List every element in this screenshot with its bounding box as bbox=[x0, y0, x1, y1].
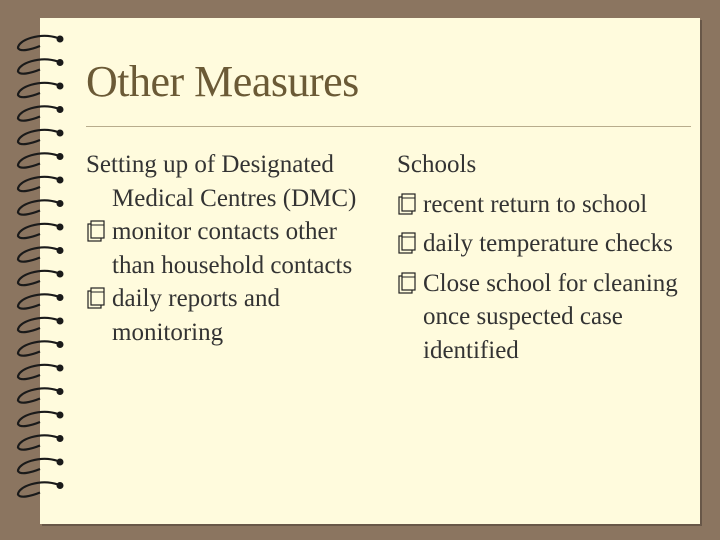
binding-ring bbox=[18, 83, 58, 97]
binding-ring bbox=[18, 153, 58, 167]
note-pad-bullet-icon bbox=[397, 190, 417, 216]
binding-hole bbox=[57, 153, 64, 160]
list-item-text: Close school for cleaning once suspected case identified bbox=[423, 269, 678, 364]
slide-title: Other Measures bbox=[86, 57, 359, 106]
binding-hole bbox=[57, 412, 64, 419]
binding-ring bbox=[18, 271, 58, 285]
binding-ring bbox=[18, 318, 58, 332]
binding-hole bbox=[57, 318, 64, 325]
binding-hole bbox=[57, 224, 64, 231]
binding-ring bbox=[18, 294, 58, 308]
binding-hole bbox=[57, 482, 64, 489]
binding-ring bbox=[18, 412, 58, 426]
binding-hole bbox=[57, 36, 64, 43]
binding-hole bbox=[57, 388, 64, 395]
binding-ring bbox=[18, 177, 58, 191]
spiral-binding bbox=[0, 0, 80, 540]
list-item-text: recent return to school bbox=[423, 190, 648, 218]
binding-hole bbox=[57, 130, 64, 137]
left-heading: Setting up of Designated Medical Centres (DMC) bbox=[86, 151, 357, 212]
right-heading: Schools bbox=[397, 151, 477, 178]
binding-hole bbox=[57, 271, 64, 278]
note-pad-bullet-icon bbox=[397, 269, 417, 295]
list-item bbox=[397, 267, 697, 368]
binding-ring bbox=[18, 435, 58, 449]
binding-ring bbox=[18, 106, 58, 120]
list-item bbox=[397, 227, 697, 261]
binding-ring bbox=[18, 247, 58, 261]
binding-hole bbox=[57, 59, 64, 66]
binding-hole bbox=[57, 341, 64, 348]
list-item bbox=[86, 282, 386, 349]
binding-ring bbox=[18, 341, 58, 355]
note-pad-bullet-icon bbox=[86, 284, 106, 310]
right-column bbox=[397, 148, 697, 367]
binding-ring bbox=[18, 130, 58, 144]
note-pad-bullet-icon bbox=[86, 217, 106, 243]
binding-hole bbox=[57, 200, 64, 207]
binding-hole bbox=[57, 247, 64, 254]
binding-ring bbox=[18, 59, 58, 73]
list-item bbox=[397, 188, 697, 222]
binding-ring bbox=[18, 482, 58, 496]
note-pad-bullet-icon bbox=[397, 229, 417, 255]
binding-hole bbox=[57, 294, 64, 301]
binding-hole bbox=[57, 459, 64, 466]
list-item-text: daily temperature checks bbox=[423, 230, 673, 257]
binding-hole bbox=[57, 83, 64, 90]
binding-hole bbox=[57, 177, 64, 184]
list-item bbox=[86, 215, 386, 282]
binding-hole bbox=[57, 435, 64, 442]
binding-hole bbox=[57, 106, 64, 113]
title-divider bbox=[86, 126, 691, 127]
binding-ring bbox=[18, 200, 58, 214]
list-item-text: daily reports and monitoring bbox=[112, 285, 281, 346]
list-item-text: monitor contacts other than household contacts bbox=[112, 218, 353, 279]
binding-ring bbox=[18, 365, 58, 379]
binding-ring bbox=[18, 36, 58, 50]
binding-hole bbox=[57, 365, 64, 372]
binding-ring bbox=[18, 459, 58, 473]
binding-ring bbox=[18, 388, 58, 402]
left-column bbox=[86, 148, 386, 349]
binding-ring bbox=[18, 224, 58, 238]
